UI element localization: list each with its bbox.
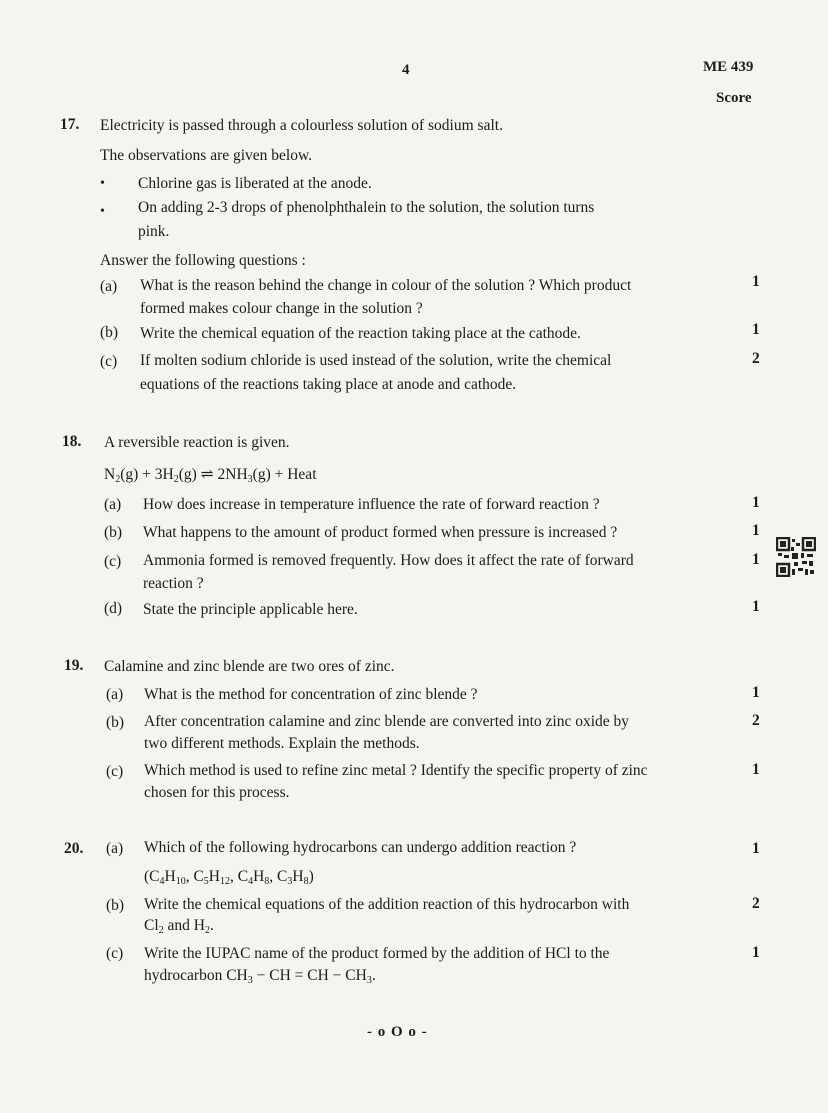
score-column-heading: Score <box>716 90 752 106</box>
q20c-line-1: Write the IUPAC name of the product formed by the addition of HCl to the <box>144 945 610 962</box>
q18-equation: $N_2(g) + 3H_2(g)$ ⇌ $2NH_3(g)$ + Heat <box>104 466 317 485</box>
q18c-mark: 1 <box>752 551 760 568</box>
question-number-20: 20. <box>64 840 84 857</box>
q19c-mark: 1 <box>752 761 760 778</box>
q17-answer-intro: Answer the following questions : <box>100 252 306 269</box>
question-number-18: 18. <box>62 433 82 450</box>
q20a-text: Which of the following hydrocarbons can undergo addition reaction ? <box>144 839 577 856</box>
bullet-icon: • <box>100 204 105 219</box>
q17a-mark: 1 <box>752 273 760 290</box>
q17-bullet-2-line-1: On adding 2-3 drops of phenolphthalein to the solution, the solution turns <box>138 199 595 216</box>
q17c-mark: 2 <box>752 350 760 367</box>
q17c-line-2: equations of the reactions taking place at anode and cathode. <box>140 376 517 393</box>
q18c-line-2: reaction ? <box>143 575 204 592</box>
q17c-line-1: If molten sodium chloride is used instead of the solution, write the chemical <box>140 352 612 369</box>
q17-bullet-1: Chlorine gas is liberated at the anode. <box>138 175 372 192</box>
q17a-line-1: What is the reason behind the change in colour of the solution ? Which product <box>140 277 632 294</box>
q19a-text: What is the method for concentration of zinc blende ? <box>144 686 478 703</box>
q18d-label: (d) <box>104 600 123 617</box>
q18b-text: What happens to the amount of product formed when pressure is increased ? <box>143 524 618 541</box>
q17-observations-intro: The observations are given below. <box>100 147 313 164</box>
q19b-line-1: After concentration calamine and zinc blende are converted into zinc oxide by <box>144 713 630 730</box>
q19b-line-2: two different methods. Explain the methods. <box>144 735 420 752</box>
question-number-17: 17. <box>60 116 80 133</box>
q19b-mark: 2 <box>752 712 760 729</box>
q17b-label: (b) <box>100 324 119 341</box>
q18a-label: (a) <box>104 496 122 513</box>
q17b-mark: 1 <box>752 321 760 338</box>
q18d-mark: 1 <box>752 598 760 615</box>
q19c-line-1: Which method is used to refine zinc metal ? Identify the specific property of zinc <box>144 762 648 779</box>
q19c-label: (c) <box>106 763 124 780</box>
q20a-label: (a) <box>106 840 124 857</box>
q17c-label: (c) <box>100 353 118 370</box>
q18-stem: A reversible reaction is given. <box>104 434 290 451</box>
q19c-line-2: chosen for this process. <box>144 784 290 801</box>
q20-hydrocarbon-list: ($C_4H_{10}$, $C_5H_{12}$, $C_4H_8$, $C_3H_8$) <box>144 868 314 887</box>
q17-bullet-2-line-2: pink. <box>138 223 170 240</box>
q20c-label: (c) <box>106 945 124 962</box>
paper-code: ME 439 <box>703 59 754 75</box>
q18d-text: State the principle applicable here. <box>143 601 358 618</box>
end-of-paper-mark: - o O o - <box>367 1024 428 1040</box>
q19b-label: (b) <box>106 714 125 731</box>
q18c-label: (c) <box>104 553 122 570</box>
q17b-text: Write the chemical equation of the reaction taking place at the cathode. <box>140 325 581 342</box>
q20b-mark: 2 <box>752 895 760 912</box>
q20c-line-2: hydrocarbon $CH_3$ − CH = CH − $CH_3$. <box>144 967 376 986</box>
q17-stem: Electricity is passed through a colourless solution of sodium salt. <box>100 117 503 134</box>
question-number-19: 19. <box>64 657 84 674</box>
q18a-mark: 1 <box>752 494 760 511</box>
q19-stem: Calamine and zinc blende are two ores of zinc. <box>104 658 395 675</box>
q17a-line-2: formed makes colour change in the solution ? <box>140 300 423 317</box>
q19a-mark: 1 <box>752 684 760 701</box>
q18b-mark: 1 <box>752 522 760 539</box>
q20b-label: (b) <box>106 897 125 914</box>
q17a-label: (a) <box>100 278 118 295</box>
q18a-text: How does increase in temperature influence the rate of forward reaction ? <box>143 496 600 513</box>
q20c-mark: 1 <box>752 944 760 961</box>
q19a-label: (a) <box>106 686 124 703</box>
bullet-icon: • <box>100 176 105 191</box>
qr-code-icon <box>776 537 816 577</box>
page-number: 4 <box>402 62 410 78</box>
q18b-label: (b) <box>104 524 123 541</box>
q20a-mark: 1 <box>752 840 760 857</box>
q20b-line-2: $Cl_2$ and $H_2$. <box>144 917 214 936</box>
q18c-line-1: Ammonia formed is removed frequently. How does it affect the rate of forward <box>143 552 634 569</box>
q20b-line-1: Write the chemical equations of the addition reaction of this hydrocarbon with <box>144 896 630 913</box>
